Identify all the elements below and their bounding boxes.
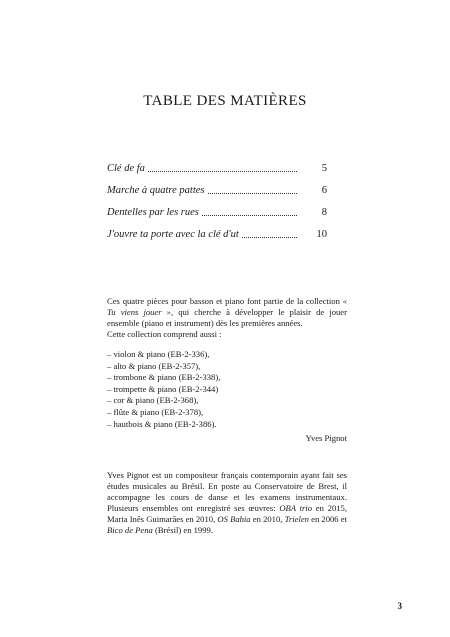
bio-text: en 2006 et: [308, 514, 347, 524]
toc-entry-page: 10: [316, 229, 327, 240]
list-item: – cor & piano (EB-2-368),: [107, 395, 199, 406]
toc-entry: [107, 180, 327, 202]
toc-entry: [107, 202, 327, 224]
work-title: OBA trio: [279, 503, 313, 513]
bio-text: (Brésil) en 1999.: [152, 525, 213, 535]
bio-text: Yves Pignot est un compositeur français contemporain ayant fait ses études musicales au Brésil. En poste au Conservatoire de Brest, il accompagne les cours de danse et les examens instrumentaux. Plusieurs ensembles ont enregistré ses œuvres:: [107, 470, 347, 513]
composer-bio: [107, 470, 347, 536]
signature: Yves Pignot: [305, 433, 347, 443]
page-title: TABLE DES MATIÈRES: [143, 93, 307, 109]
list-item: – alto & piano (EB-2-357),: [107, 360, 201, 371]
collection-intro: [107, 296, 347, 340]
toc-entry-page: 5: [321, 163, 327, 174]
intro-line-3: Cette collection comprend aussi :: [107, 329, 222, 339]
list-item: – trompette & piano (EB-2-344): [107, 383, 219, 394]
bio-paragraph: [107, 470, 347, 536]
intro-paragraph: [107, 296, 347, 329]
work-title: Trielen: [284, 514, 309, 524]
list-item: – violon & piano (EB-2-336),: [107, 349, 210, 359]
toc-entry-page: 6: [321, 185, 327, 196]
list-item: – flûte & piano (EB-2-378),: [107, 406, 204, 417]
intro-line-2: , qui cherche à développer le plaisir de jouer ensemble (piano et instrument) dès les premières années.: [107, 307, 347, 328]
toc-entry-title: Marche à quatre pattes: [107, 180, 207, 202]
table-of-contents: [107, 158, 327, 246]
collection-list: [107, 349, 347, 430]
toc-entry: [107, 224, 327, 246]
toc-entry-title: Dentelles par les rues: [107, 202, 201, 224]
work-title: Bico de Pena: [107, 525, 153, 535]
page-number: 3: [397, 601, 402, 611]
toc-entry-title: Clé de fa: [107, 158, 147, 180]
work-title: OS Bahia: [217, 514, 251, 524]
bio-text: en 2010,: [250, 514, 285, 524]
bio-text: en 2015, Maria Inês Guimarães en 2010,: [107, 503, 347, 524]
toc-entry-title: J'ouvre ta porte avec la clé d'ut: [107, 224, 241, 246]
toc-entry-page: 8: [321, 207, 327, 218]
list-item: – trombone & piano (EB-2-338),: [107, 372, 221, 383]
collection-name: « Tu viens jouer »: [107, 296, 347, 317]
list-item: – hautbois & piano (EB-2-386).: [107, 418, 217, 429]
intro-line-1: Ces quatre pièces pour basson et piano font partie de la collection: [107, 296, 340, 306]
toc-entry: [107, 158, 327, 180]
